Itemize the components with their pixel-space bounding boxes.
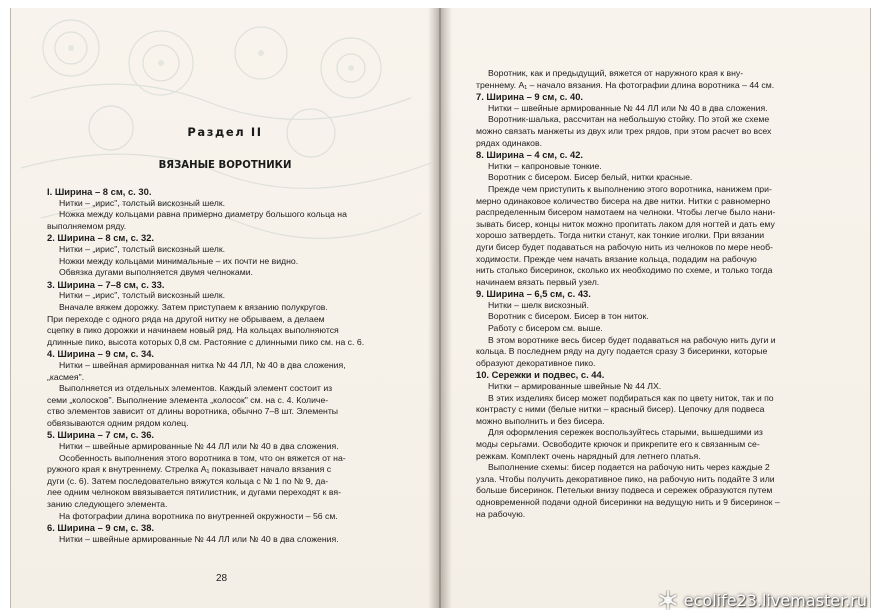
text-line: Нитки – капроновые тонкие.: [488, 160, 602, 171]
text-line: Для оформления сережек воспользуйтесь старыми, вышедшими из: [488, 427, 763, 438]
text-line: Воротник с бисером. Бисер белый, нитки красные.: [488, 172, 693, 183]
text-line: ружного края к внутреннему. Стрелка А₁ показывает начало вязания с: [47, 464, 332, 475]
text-line: Прежде чем приступить к выполнению этого воротника, нанижем при-: [488, 183, 772, 194]
text-line: Работу с бисером см. выше.: [488, 323, 603, 334]
text-line: занию следующего элемента.: [47, 499, 168, 510]
section-label: Раздел II: [187, 125, 263, 139]
left-page: [10, 8, 439, 608]
text-line: „касмея".: [47, 371, 85, 382]
right-text-column: [476, 68, 844, 520]
item-heading: 10. Сережки и подвес, с. 44.: [476, 369, 605, 381]
text-line: одновременной подачи одной бисеринки на ведущую нить и 9 бисеринок –: [476, 496, 780, 507]
text-line: на рабочую.: [476, 508, 526, 519]
item-heading: 5. Ширина – 7 см, с. 36.: [47, 429, 155, 441]
item-heading: 4. Ширина – 9 см, с. 34.: [47, 348, 155, 360]
text-line: Нитки – швейные армированные № 44 ЛЛ или № 40 в два сложения.: [59, 441, 339, 452]
text-line: Нитки – шелк вискозный.: [488, 299, 589, 310]
text-line: контрасту с ними (белые нитки – красный бисер). Цепочку для подвеса: [476, 404, 765, 415]
page-number: 28: [216, 573, 228, 584]
text-line: выполняемом ряду.: [47, 220, 127, 231]
text-line: моды серьгами. Освободите крючок и прикрепите его к связанным се-: [476, 439, 760, 449]
text-line: лее одним челноком ввязывается пятилистник, и дугами переходят к вя-: [47, 487, 341, 498]
text-line: больше бисеринок. Петельки внизу подвеса и сережек образуются путем: [476, 485, 773, 496]
item-heading: 9. Ширина – 6,5 см, с. 43.: [476, 288, 591, 300]
text-line: обвязываются одним рядом колец.: [47, 417, 189, 428]
text-line: В этом воротнике весь бисер будет подаваться на рабочую нить дуги и: [488, 334, 776, 345]
text-line: распределенным бисером намотаем на челноки. Чтобы легче было нани-: [476, 207, 776, 218]
text-line: треннему. А₁ – начало вязания. На фотографии длина воротника – 44 см.: [476, 79, 775, 90]
text-line: узла. Чтобы получить декоративное пико, на рабочую нить подайте 3 или: [476, 473, 775, 484]
text-line: В этих изделиях бисер может подбираться как по цвету ниток, так и по: [488, 392, 774, 403]
text-line: дуги бисер будет подаваться на рабочую нить из челноков по мере необ-: [476, 241, 773, 252]
text-line: Выполнение схемы: бисер подается на рабочую нить через каждые 2: [488, 462, 770, 473]
left-text-column: [47, 186, 415, 545]
text-line: режкам. Комплект очень нарядный для летнего платья.: [476, 450, 701, 461]
text-line: При переходе с одного ряда на другой нитку не обрываем, а делаем: [47, 313, 325, 324]
text-line: мерно одинаковое количество бисера на две нитки. Нитки с равномерно: [476, 195, 771, 206]
text-line: сцепку в пико дорожки и начинаем новый ряд. На кольцах выполняются: [47, 325, 339, 336]
book-gutter: [428, 8, 452, 608]
text-line: рядах одинаков.: [476, 137, 543, 148]
text-line: На фотографии длина воротника по внутренней окружности – 56 см.: [59, 510, 338, 521]
text-line: Воротник, как и предыдущий, вяжется от наружного края к вну-: [488, 68, 744, 78]
text-line: зывать бисер, концы ниток можно пропитать лаком для ногтей и дать ему: [476, 218, 775, 229]
text-line: семи „колосков". Выполнение элемента „колосок" см. на с. 4. Количе-: [47, 394, 329, 405]
snowflake-icon: [658, 590, 678, 610]
text-line: Ножка между кольцами равна примерно диаметру большого кольца на: [59, 209, 347, 220]
item-heading: 8. Ширина – 4 см, с. 42.: [476, 149, 584, 161]
text-line: ство элементов зависит от длины воротника, обычно 7–8 шт. Элементы: [47, 406, 339, 417]
text-line: Нитки – швейные армированные № 44 ЛЛ или № 40 в два сложения.: [59, 533, 339, 544]
text-line: Нитки – „ирис", толстый вискозный шелк.: [59, 290, 226, 301]
text-line: можно связать манжеты из двух или трех рядов, при этом расчет во всех: [476, 125, 772, 136]
text-line: Особенность выполнения этого воротника в том, что он вяжется от на-: [59, 452, 346, 463]
watermark-text: ecolife23.livemaster.ru: [683, 590, 867, 610]
book-spread: [10, 8, 870, 608]
text-line: Обвязка дугами выполняется двумя челноками.: [59, 267, 253, 278]
text-line: длинные пико, высота которых 0,8 см. Растояние с длинными пико см. на с. 6.: [47, 336, 365, 347]
text-line: Нитки – швейные армированные № 44 ЛЛ или № 40 в два сложения.: [488, 102, 768, 113]
text-line: ходимости. Прежде чем начать вязание кольца, подадим на рабочую: [476, 253, 757, 264]
text-line: кольца. В последнем ряду на дугу подается сразу 3 бисеринки, которые: [476, 346, 768, 357]
text-line: Нитки – швейная армированная нитка № 44 ЛЛ, № 40 в два сложения,: [59, 359, 346, 370]
text-line: Воротник-шалька, рассчитан на небольшую стойку. По этой же схеме: [488, 114, 770, 125]
watermark: [658, 590, 867, 610]
item-heading: 7. Ширина – 9 см, с. 40.: [476, 91, 584, 103]
text-line: Воротник с бисером. Бисер в тон ниток.: [488, 311, 649, 322]
text-line: Нитки – „ирис", толстый вискозный шелк.: [59, 243, 226, 254]
item-heading: 3. Ширина – 7–8 см, с. 33.: [47, 278, 165, 290]
text-line: можно выполнить и без бисера.: [476, 415, 605, 426]
item-heading: I. Ширина – 8 см, с. 30.: [47, 186, 152, 197]
text-line: дуги (с. 6). Затем последовательно вяжутся кольца с № 1 по № 9, да-: [47, 475, 329, 486]
text-line: образуют декоративное пико.: [476, 357, 596, 368]
right-page: [442, 8, 871, 608]
item-heading: 6. Ширина – 9 см, с. 38.: [47, 522, 155, 534]
text-line: хорошо затвердеть. Тогда нитки станут, как тонкие иголки. При вязании: [476, 230, 765, 241]
text-line: Нитки – „ирис", толстый вискозный шелк.: [59, 197, 226, 208]
text-line: начинаем вязать первый узел.: [476, 276, 600, 287]
text-line: Ножки между кольцами минимальные – их почти не видно.: [59, 255, 299, 266]
item-heading: 2. Ширина – 8 см, с. 32.: [47, 232, 155, 244]
text-line: Вначале вяжем дорожку. Затем приступаем к вязанию полукругов.: [59, 301, 328, 312]
section-title: ВЯЗАНЫЕ ВОРОТНИКИ: [158, 158, 292, 171]
text-line: нить столько бисеринок, сколько их необходимо по схеме, и только тогда: [476, 265, 773, 276]
text-line: Выполняется из отдельных элементов. Каждый элемент состоит из: [59, 383, 333, 394]
text-line: Нитки – армированные швейные № 44 ЛХ.: [488, 381, 662, 392]
